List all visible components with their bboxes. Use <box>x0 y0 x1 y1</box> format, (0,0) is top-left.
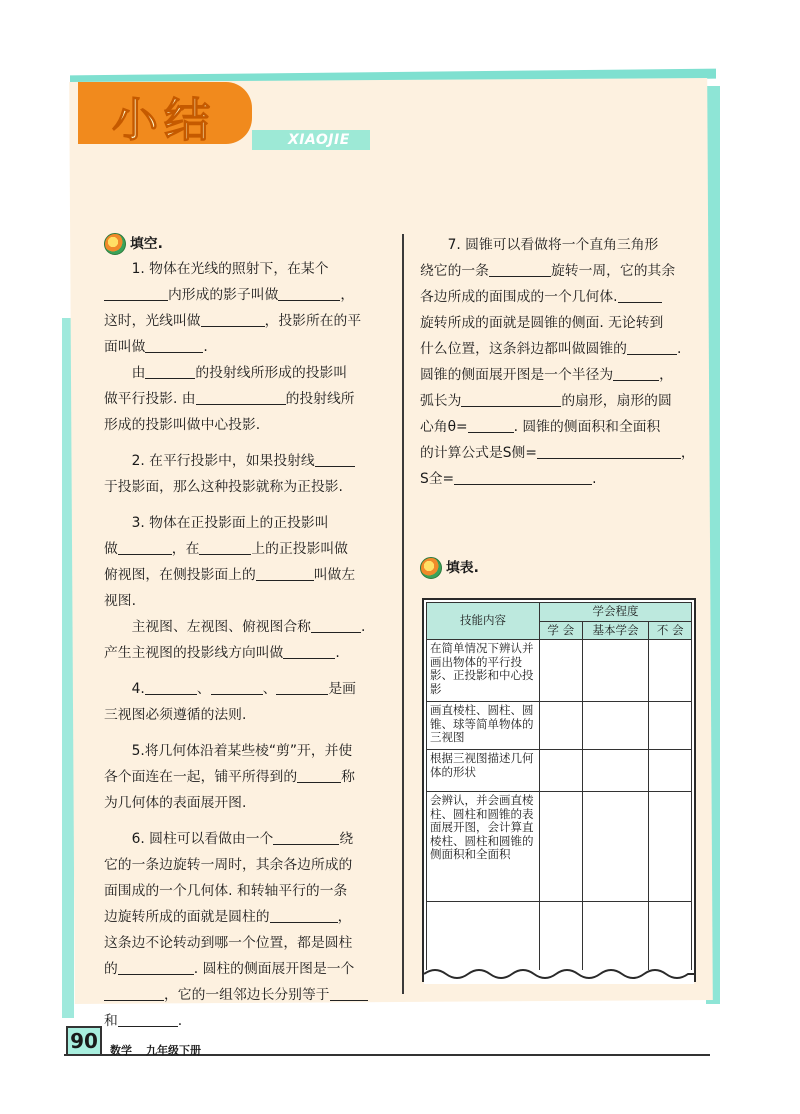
answer-blank[interactable] <box>211 678 263 695</box>
check-cell[interactable] <box>582 750 649 792</box>
answer-blank[interactable] <box>618 286 662 303</box>
answer-blank[interactable] <box>297 766 341 783</box>
q3-line: 3. 物体在正投影面上的正投影叫 <box>131 515 329 531</box>
q6-line: 6. 圆柱可以看做由一个 绕 <box>104 826 388 852</box>
check-cell[interactable] <box>540 640 583 702</box>
q7-line: S全= . <box>420 466 700 492</box>
answer-blank[interactable] <box>118 958 194 975</box>
section-fill-blank <box>104 232 388 256</box>
q4-line: 三视图必须遵循的法则. <box>104 707 247 723</box>
check-cell[interactable] <box>582 640 649 702</box>
q1-line: 做平行投影. 由 的投射线所 <box>104 386 388 412</box>
table-row <box>427 702 692 750</box>
answer-blank[interactable] <box>118 538 172 555</box>
answer-blank[interactable] <box>627 338 677 355</box>
q5-line: 为几何体的表面展开图. <box>104 795 247 811</box>
answer-blank[interactable] <box>145 336 203 353</box>
check-cell[interactable] <box>540 792 583 902</box>
q1-line: 由 的投射线所形成的投影叫 <box>104 360 388 386</box>
q3-line: 做 ，在 上的正投影叫做 <box>104 536 388 562</box>
answer-blank[interactable] <box>613 364 659 381</box>
col-header-not: 不 会 <box>649 621 692 640</box>
table-wave-edge <box>424 962 694 984</box>
answer-blank[interactable] <box>256 564 314 581</box>
check-cell[interactable] <box>582 792 649 902</box>
answer-blank[interactable] <box>468 416 514 433</box>
answer-blank[interactable] <box>489 260 551 277</box>
answer-blank[interactable] <box>283 642 335 659</box>
column-divider <box>402 234 404 994</box>
q7-line: 旋转所成的面就是圆锥的侧面. 无论转到 <box>420 315 664 331</box>
q2-line: 2. 在平行投影中，如果投射线 <box>104 448 388 474</box>
col-header-skill: 技能内容 <box>427 603 540 640</box>
q6-line: 这条边不论转动到哪一个位置，都是圆柱 <box>104 935 353 951</box>
q3-line: 俯视图，在侧投影面上的 叫做左 <box>104 562 388 588</box>
q4-line: 4. 、 、 是画 <box>104 676 388 702</box>
right-column <box>420 232 700 580</box>
answer-blank[interactable] <box>315 450 355 467</box>
q7-line: 7. 圆锥可以看做将一个直角三角形 <box>447 237 659 253</box>
page-number: 90 <box>66 1026 102 1056</box>
table-row <box>427 750 692 792</box>
answer-blank[interactable] <box>330 984 368 1001</box>
answer-blank[interactable] <box>278 284 340 301</box>
q6-line: 它的一条边旋转一周时，其余各边所成的 <box>104 857 353 873</box>
answer-blank[interactable] <box>199 538 251 555</box>
col-header-basically: 基本学会 <box>582 621 649 640</box>
answer-blank[interactable] <box>196 388 286 405</box>
answer-blank[interactable] <box>145 362 195 379</box>
col-header-learned: 学 会 <box>540 621 583 640</box>
page-title: 小结 <box>112 93 216 147</box>
q3-line: 视图. <box>104 593 136 609</box>
check-cell[interactable] <box>649 640 692 702</box>
section-fill-table <box>420 556 700 580</box>
answer-blank[interactable] <box>273 828 339 845</box>
q6-line: 面围成的一个几何体. 和转轴平行的一条 <box>104 883 348 899</box>
page-subtitle: XIAOJIE <box>288 132 350 148</box>
skill-cell: 根据三视图描述几何体的形状 <box>427 750 540 792</box>
answer-blank[interactable] <box>270 906 338 923</box>
q7-line: 各边所成的面围成的一个几何体. <box>420 284 700 310</box>
answer-blank[interactable] <box>311 616 361 633</box>
left-column <box>104 232 388 1034</box>
q3-line: 产生主视图的投影线方向叫做 . <box>104 640 388 666</box>
table-row <box>427 640 692 702</box>
check-cell[interactable] <box>540 702 583 750</box>
q6-line: 和 . <box>104 1008 388 1034</box>
q7-line: 的计算公式是S侧= ， <box>420 440 700 466</box>
q1-line: 内形成的影子叫做 ， <box>104 282 388 308</box>
q2-line: 于投影面，那么这种投影就称为正投影. <box>104 479 343 495</box>
q5-line: 5.将几何体沿着某些棱“剪”开，并使 <box>131 743 353 759</box>
answer-blank[interactable] <box>461 390 561 407</box>
q1-line: 1. 物体在光线的照射下，在某个 <box>131 261 329 277</box>
q6-line: ，它的一组邻边长分别等于 <box>104 982 388 1008</box>
q6-line: 边旋转所成的面就是圆柱的 ， <box>104 904 388 930</box>
answer-blank[interactable] <box>454 468 592 485</box>
check-cell[interactable] <box>649 750 692 792</box>
answer-blank[interactable] <box>118 1010 178 1027</box>
check-cell[interactable] <box>649 792 692 902</box>
ball-icon <box>104 233 126 255</box>
section-title: 填空. <box>130 236 163 252</box>
answer-blank[interactable] <box>276 678 328 695</box>
check-cell[interactable] <box>582 702 649 750</box>
answer-blank[interactable] <box>104 284 168 301</box>
q6-line: 的 . 圆柱的侧面展开图是一个 <box>104 956 388 982</box>
ball-icon <box>420 557 442 579</box>
q1-line: 形成的投影叫做中心投影. <box>104 417 261 433</box>
q5-line: 各个面连在一起，铺平所得到的 称 <box>104 764 388 790</box>
q7-line: 弧长为 的扇形，扇形的圆 <box>420 388 700 414</box>
check-cell[interactable] <box>649 702 692 750</box>
answer-blank[interactable] <box>145 678 197 695</box>
q7-line: 心角θ= . 圆锥的侧面积和全面积 <box>420 414 700 440</box>
q1-line: 这时，光线叫做 ，投影所在的平 <box>104 308 388 334</box>
q1-line: 面叫做 . <box>104 334 388 360</box>
answer-blank[interactable] <box>201 310 265 327</box>
footer-grade: 九年级下册 <box>146 1044 201 1057</box>
col-header-level: 学会程度 <box>540 603 692 622</box>
section-title: 填表. <box>446 560 479 576</box>
answer-blank[interactable] <box>104 984 164 1001</box>
footer-book-info <box>110 1042 215 1058</box>
skill-cell: 画直棱柱、圆柱、圆锥、球等简单物体的三视图 <box>427 702 540 750</box>
answer-blank[interactable] <box>537 442 681 459</box>
footer-subject: 数学 <box>110 1044 132 1057</box>
table-row <box>427 792 692 902</box>
skill-cell: 会辨认，并会画直棱柱、圆柱和圆锥的表面展开图，会计算直棱柱、圆柱和圆锥的侧面积和全面积 <box>427 792 540 902</box>
skill-cell: 在简单情况下辨认并画出物体的平行投影、正投影和中心投影 <box>427 640 540 702</box>
skill-table <box>426 602 692 974</box>
q7-line: 什么位置，这条斜边都叫做圆锥的 . <box>420 336 700 362</box>
check-cell[interactable] <box>540 750 583 792</box>
q7-line: 绕它的一条 旋转一周，它的其余 <box>420 258 700 284</box>
q7-line: 圆锥的侧面展开图是一个半径为 ， <box>420 362 700 388</box>
q3-line: 主视图、左视图、俯视图合称 . <box>104 614 388 640</box>
